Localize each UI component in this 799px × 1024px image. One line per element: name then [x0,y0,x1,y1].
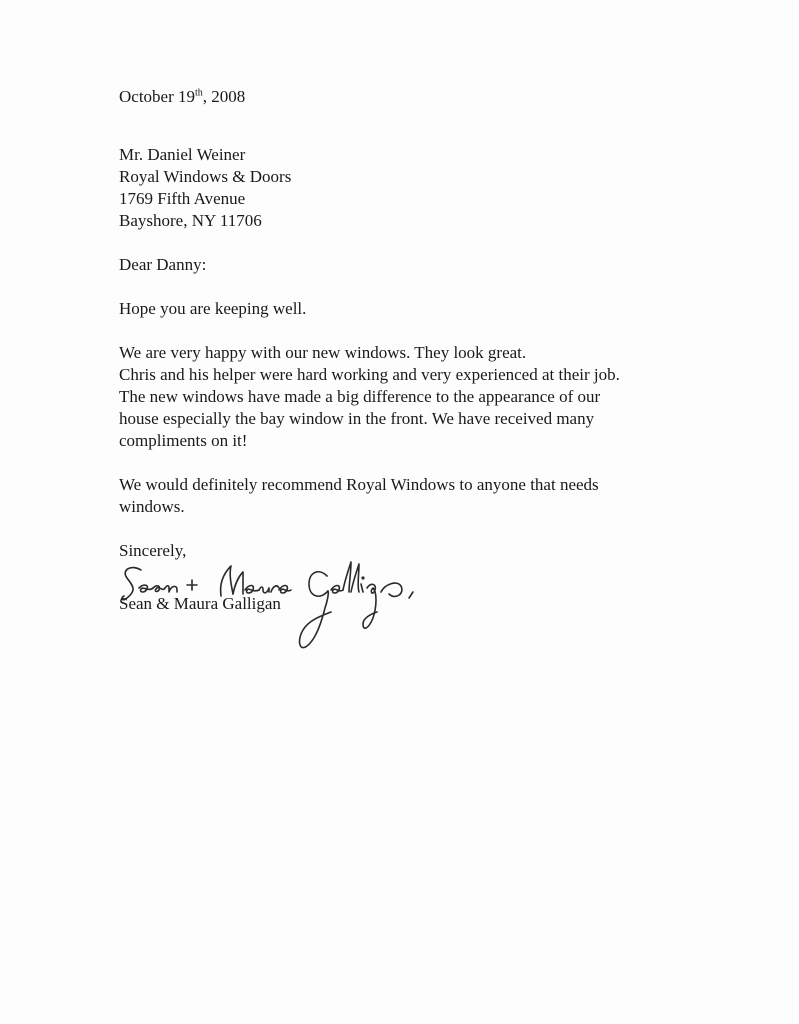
paragraph-line: house especially the bay window in the front. We have received many [119,409,595,428]
paragraph-line: We are very happy with our new windows. They look great. [119,343,527,362]
date-month-day: October 19 [119,87,196,106]
date-year: , 2008 [202,87,246,106]
paragraph-praise [119,342,679,452]
closing: Sincerely, [119,541,187,560]
recipient-street: 1769 Fifth Avenue [119,189,246,208]
letter-body [119,86,679,654]
recipient-city-state-zip: Bayshore, NY 11706 [119,211,262,230]
salutation: Dear Danny: [119,255,207,274]
paragraph-greeting: Hope you are keeping well. [119,299,307,318]
paragraph-line: compliments on it! [119,431,248,450]
handwritten-signature [119,562,509,672]
paragraph-line: The new windows have made a big difference to the appearance of our [119,387,601,406]
signature-block [119,562,679,654]
paragraph-line: Chris and his helper were hard working and very experienced at their job. [119,365,620,384]
paragraph-line: We would definitely recommend Royal Windows to anyone that needs [119,475,599,494]
paragraph-recommendation [119,474,679,518]
recipient-name: Mr. Daniel Weiner [119,145,246,164]
letter-date [119,86,679,108]
recipient-company: Royal Windows & Doors [119,167,292,186]
signer-name: Sean & Maura Galligan [119,594,281,613]
recipient-address [119,144,679,232]
paragraph-line: windows. [119,497,185,516]
date-ordinal-suffix: th [195,87,203,99]
